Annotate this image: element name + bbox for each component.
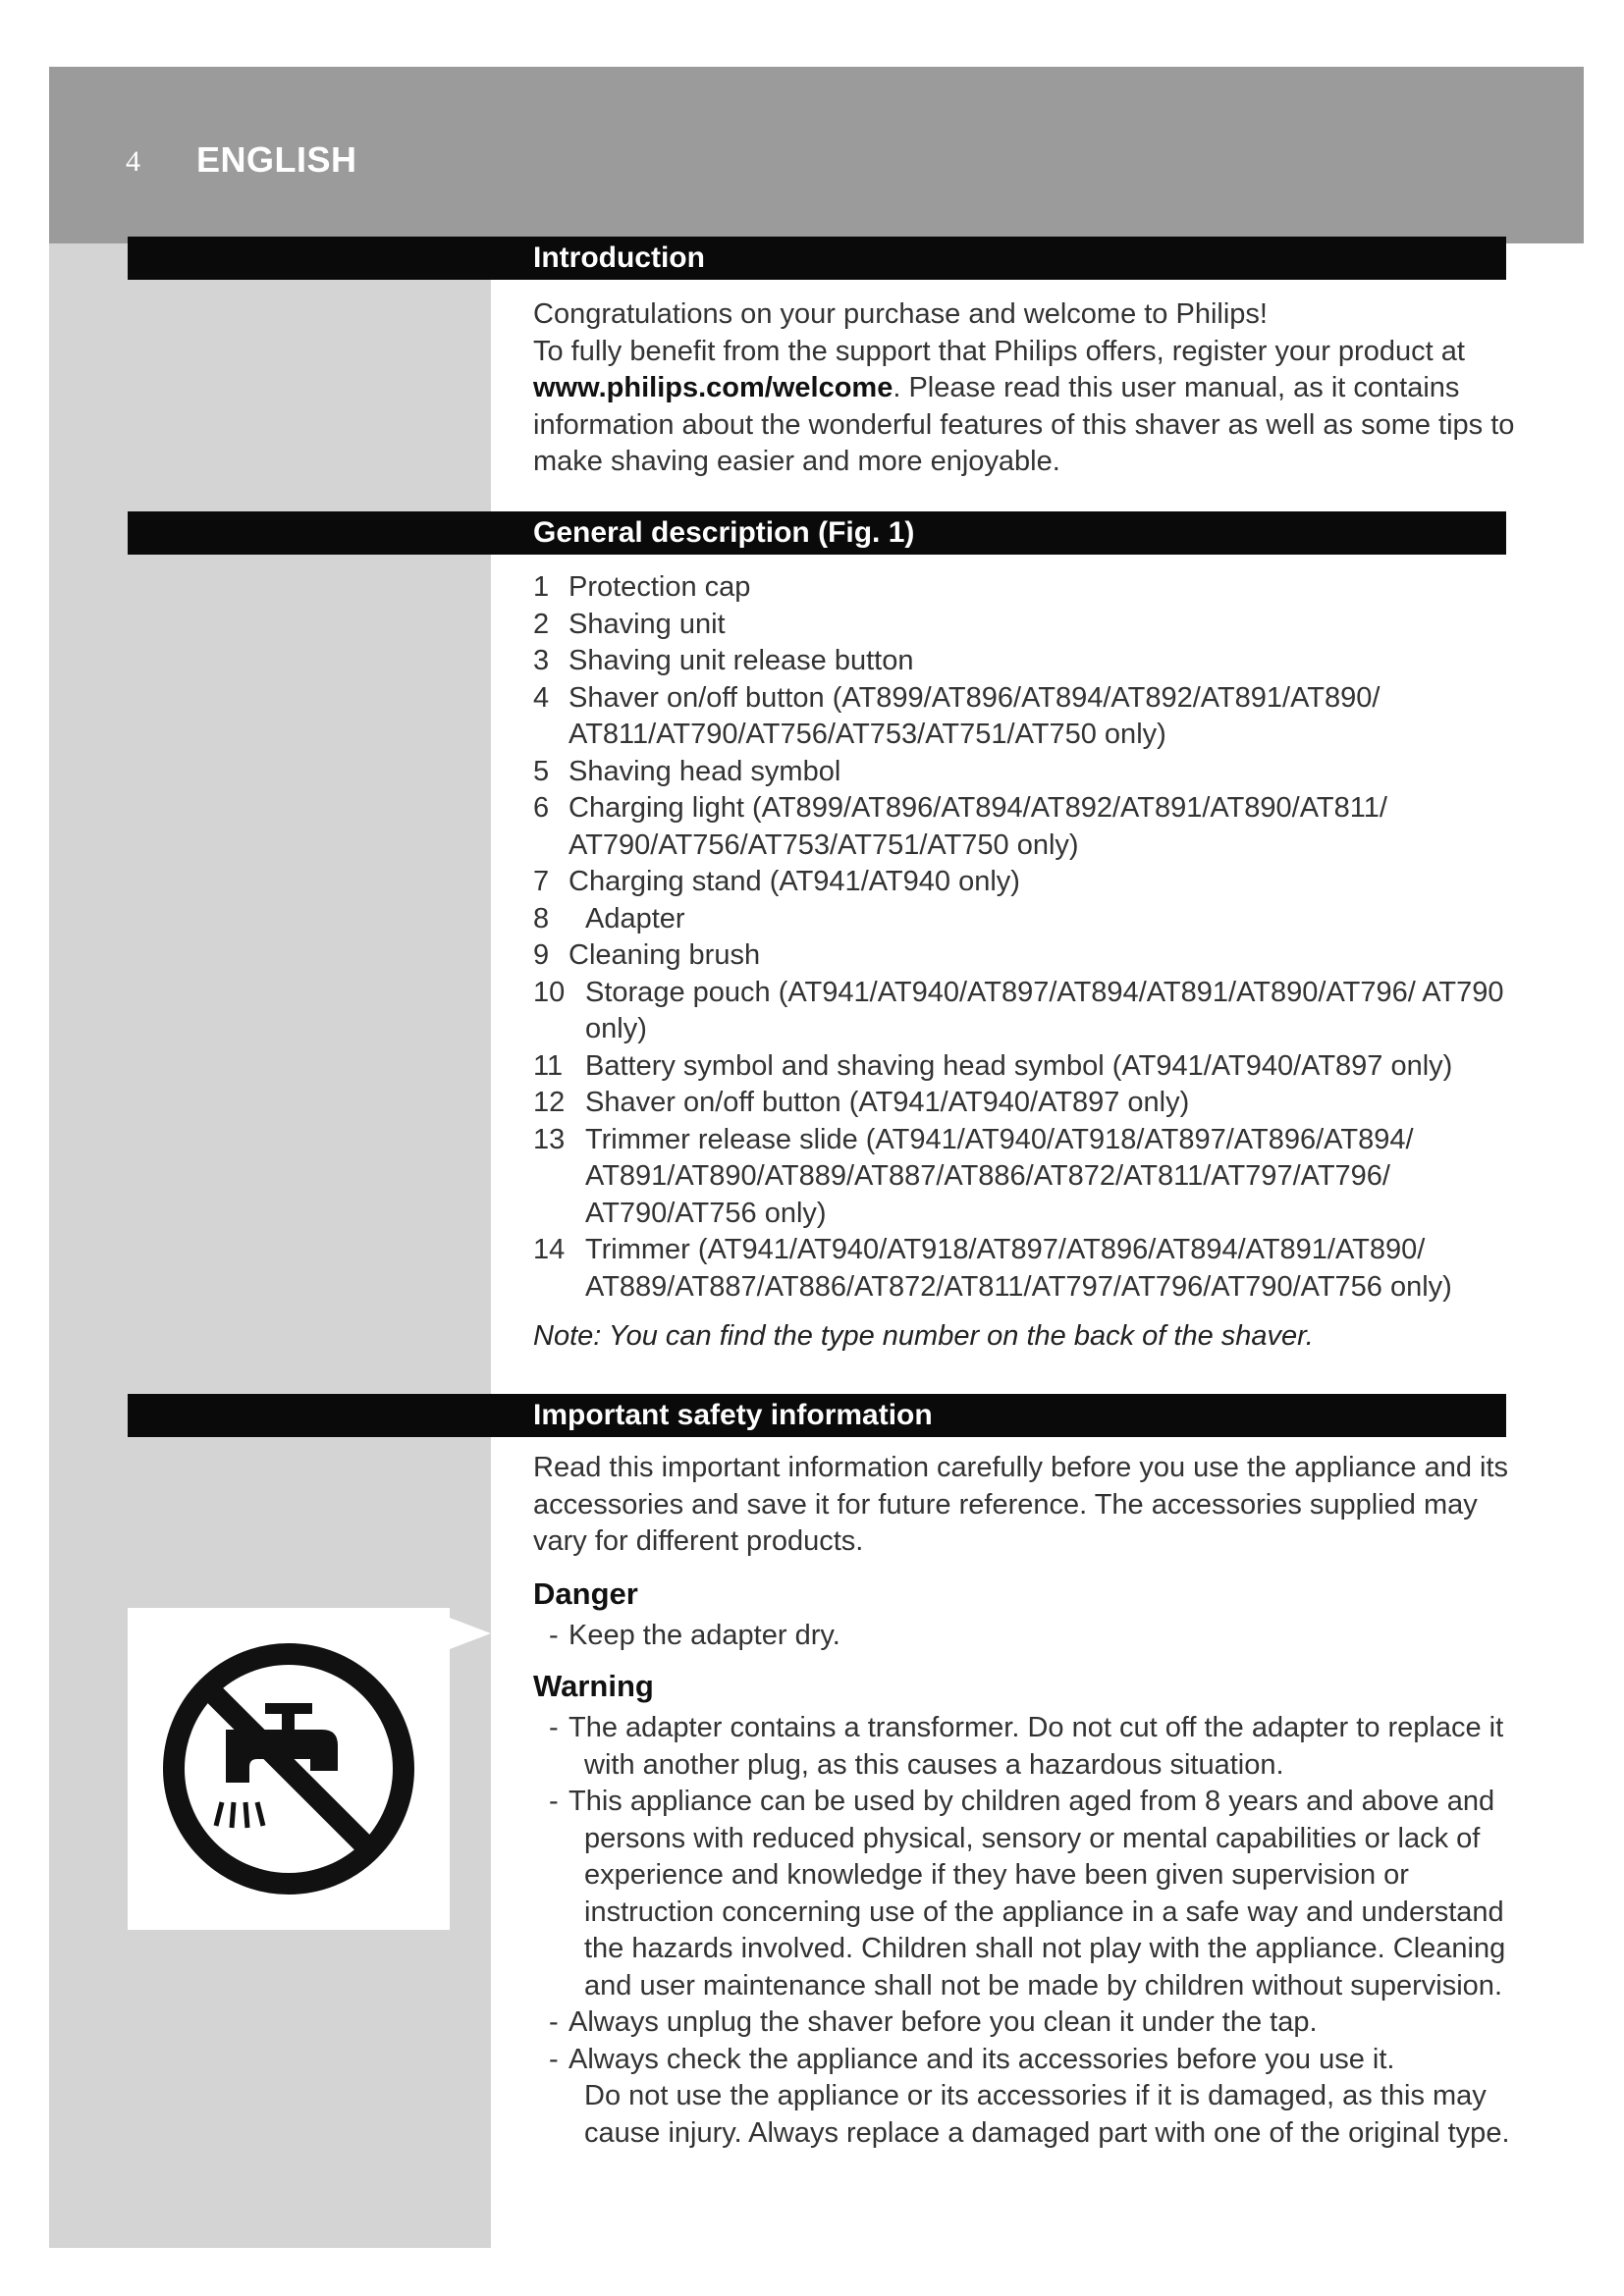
item-text: Battery symbol and shaving head symbol (AT941/AT940/AT897 only) <box>585 1049 1453 1082</box>
item-number: 8 <box>533 902 550 934</box>
section-title-general-description: General description (Fig. 1) <box>533 516 915 549</box>
section-title-safety: Important safety information <box>533 1399 933 1431</box>
safety-intro: Read this important information carefully before you use the appliance and its accessories and save it for future reference. The accessories supplied may vary for different products. <box>533 1452 1509 1557</box>
list-item <box>533 1085 1535 1122</box>
danger-heading: Danger <box>533 1576 638 1611</box>
item-text: Charging light (AT899/AT896/AT894/AT892/AT891/AT890/AT811/ AT790/AT756/AT753/AT751/AT750 only) <box>568 792 1387 861</box>
intro-paragraph <box>533 334 1535 481</box>
language-title: ENGLISH <box>196 139 357 180</box>
item-number: 7 <box>533 866 550 897</box>
list-item <box>533 569 1535 607</box>
item-text: Shaver on/off button (AT899/AT896/AT894/AT892/AT891/AT890/ AT811/AT790/AT756/AT753/AT751/AT750 only) <box>568 681 1380 750</box>
item-number: 6 <box>533 792 550 824</box>
item-number: 10 <box>533 976 566 1008</box>
item-number: 12 <box>533 1087 566 1118</box>
item-number: 3 <box>533 645 550 676</box>
section-bar-general-description <box>128 511 1506 555</box>
intro-line-2-post: . Please read this user manual, as it contains information about the wonderful features of this shaver as well as some tips to make shaving easier and more enjoyable. <box>533 372 1515 477</box>
intro-line-2-pre: To fully benefit from the support that Philips offers, register your product at <box>533 335 1465 367</box>
item-text: Storage pouch (AT941/AT940/AT897/AT894/AT891/AT890/AT796/ AT790 only) <box>585 976 1504 1044</box>
item-text: Shaving unit release button <box>568 645 914 676</box>
parts-list <box>533 569 1535 1306</box>
list-item <box>533 1122 1535 1233</box>
section-bar-safety <box>128 1394 1506 1437</box>
list-item <box>533 1618 1535 1655</box>
dash: - <box>549 1620 559 1651</box>
item-number: 11 <box>533 1049 564 1082</box>
dash: - <box>549 2043 559 2075</box>
list-item <box>533 901 1535 938</box>
warning-list <box>533 1710 1535 2152</box>
list-item <box>533 864 1535 901</box>
welcome-link[interactable]: www.philips.com/welcome <box>533 372 893 403</box>
danger-list <box>533 1618 1535 1655</box>
list-item <box>533 1710 1535 1784</box>
item-text: This appliance can be used by children aged from 8 years and above and persons with reduced physical, sensory or mental capabilities or lack of experience and knowledge if they have been given supervision or instruction concerning use of the appliance in a safe way and understand the hazards involved. Children shall not play with the appliance. Cleaning and user maintenance shall not be made by children without supervision. <box>568 1786 1506 2002</box>
item-number: 13 <box>533 1123 566 1155</box>
no-water-tap-svg <box>128 1608 450 1930</box>
list-item <box>533 790 1535 864</box>
item-number: 5 <box>533 755 550 787</box>
item-text: Cleaning brush <box>568 939 761 971</box>
item-text: Always check the appliance and its accessories before you use it. <box>568 2043 1395 2075</box>
item-text: Keep the adapter dry. <box>568 1620 840 1651</box>
item-text: Charging stand (AT941/AT940 only) <box>568 866 1020 897</box>
item-text: Protection cap <box>568 571 751 603</box>
item-text: Shaving unit <box>568 608 726 640</box>
item-text: Always unplug the shaver before you clean it under the tap. <box>568 2006 1318 2038</box>
page-number: 4 <box>126 145 140 178</box>
type-number-note: Note: You can find the type number on the back of the shaver. <box>533 1320 1314 1352</box>
no-water-tap-icon <box>128 1608 450 1930</box>
callout-pointer <box>450 1618 491 1649</box>
list-item <box>533 754 1535 791</box>
item-number: 1 <box>533 571 550 603</box>
list-item <box>533 643 1535 680</box>
item-number: 14 <box>533 1234 566 1265</box>
intro-line-1: Congratulations on your purchase and welcome to Philips! <box>533 298 1268 330</box>
section-title-introduction: Introduction <box>533 241 705 274</box>
list-item <box>533 2004 1535 2042</box>
list-item <box>533 1232 1535 1306</box>
list-item <box>533 2042 1535 2079</box>
warning-heading: Warning <box>533 1669 654 1703</box>
list-item <box>533 1784 1535 2004</box>
item-number: 4 <box>533 681 550 714</box>
item-text: Adapter <box>585 902 685 934</box>
list-item <box>533 937 1535 975</box>
dash: - <box>549 2006 559 2038</box>
list-item <box>533 1048 1535 1086</box>
list-item <box>533 680 1535 754</box>
introduction-text <box>533 296 1535 481</box>
item-text: Trimmer (AT941/AT940/AT918/AT897/AT896/AT894/AT891/AT890/ AT889/AT887/AT886/AT872/AT811/AT797/AT796/AT790/AT756 only) <box>585 1234 1452 1303</box>
item-text: Shaving head symbol <box>568 755 841 787</box>
section-bar-introduction <box>128 237 1506 280</box>
list-item <box>533 975 1535 1048</box>
list-item <box>533 607 1535 644</box>
item-text: The adapter contains a transformer. Do not cut off the adapter to replace it with another plug, as this causes a hazardous situation. <box>568 1712 1504 1781</box>
dash: - <box>549 1712 559 1743</box>
item-number: 9 <box>533 939 550 971</box>
dash: - <box>549 1786 559 1817</box>
list-item-continuation: Do not use the appliance or its accessories if it is damaged, as this may cause injury. Always replace a damaged part with one of the original type. <box>584 2080 1510 2149</box>
item-text: Trimmer release slide (AT941/AT940/AT918/AT897/AT896/AT894/ AT891/AT890/AT889/AT887/AT886/AT872/AT811/AT797/AT796/ AT790/AT756 only) <box>585 1123 1414 1229</box>
item-text: Shaver on/off button (AT941/AT940/AT897 only) <box>585 1087 1190 1118</box>
item-number: 2 <box>533 608 550 640</box>
